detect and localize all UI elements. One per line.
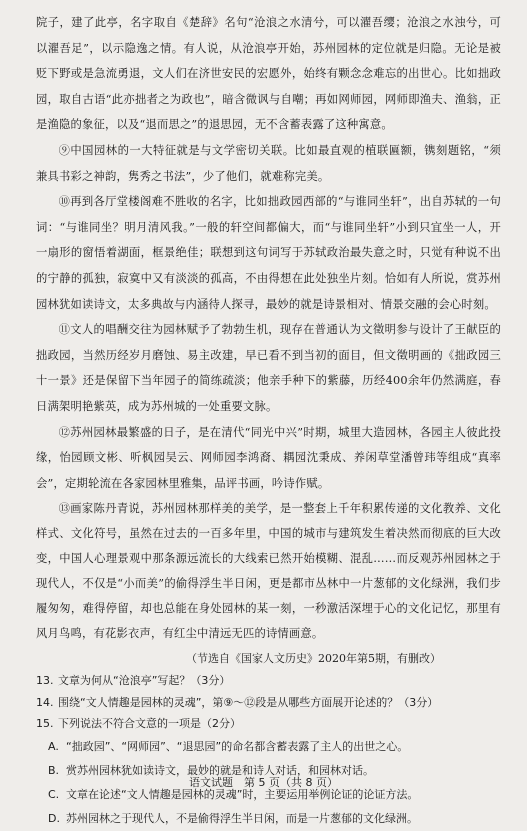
paragraph-8-continued: 院子，建了此亭，名字取自《楚辞》名句“沧浪之水清兮，可以濯吾缨；沧浪之水浊兮，可以濯吾足”，以示隐逸之情。有人说，从沧浪亭开始，苏州园林的定位就是归隐。无论是被贬下野或是急流勇退，文人们在济世安民的宏愿外，始终有颗念念难忘的出世心。比如拙政园，取自古语“此亦拙者之为政也”，暗含微讽与自嘲；再如网师园，网师即渔夫、渔翁，正是渔隐的象征，以及“退而思之”的退思园，无不含蓄表露了这种寓意。 xyxy=(36,16,501,132)
option-text: 苏州园林之于现代人，不是偷得浮生半日闲，而是一片葱郁的文化绿洲。 xyxy=(66,811,418,825)
question-list xyxy=(36,670,501,831)
question-15 xyxy=(36,713,501,735)
page-footer: 语文试题 第 5 页（共 8 页） xyxy=(189,776,338,789)
paragraph-9: ⑨中国园林的一大特征就是与文学密切关联。比如最直观的植联匾额，镌刻题铭，“须兼具书彩之神韵，隽秀之书法”，少了他们，就难称完美。 xyxy=(36,143,501,183)
question-14 xyxy=(36,692,501,714)
paragraph-11: ⑪文人的唱酬交往为园林赋予了勃勃生机，现存在普通认为文徵明参与设计了王献臣的拙政园，当然历经岁月磨蚀、易主改建，早已看不到当初的面目，但文徵明画的《拙政园三十一景》还是保留下当年园子的简练疏淡；他亲手种下的紫藤，历经400余年仍然满庭，春日满架明艳紫英，成为苏州城的一处重要文脉。 xyxy=(36,323,501,413)
question-13 xyxy=(36,670,501,692)
option-text: “拙政园”、“网师园”、“退思园”的命名都含蓄表露了主人的出世之心。 xyxy=(66,739,409,753)
question-number: 13. xyxy=(36,674,54,688)
reading-passage xyxy=(36,10,501,670)
question-number: 15. xyxy=(36,717,54,731)
paragraph-12: ⑫苏州园林最繁盛的日子，是在清代“同光中兴”时期，城里大造园林，各园主人彼此投缘，怡园顾文彬、听枫园吴云、网师园李鸿裔、耦园沈秉成、养闲草堂潘曾玮等组成“真率会”，定期轮流在各家园林里雅集，品评书画，吟诗作赋。 xyxy=(36,425,501,490)
option-letter: B. xyxy=(48,763,60,777)
option-text: 赏苏州园林犹如读诗文，最妙的就是和诗人对话，和园林对话。 xyxy=(66,763,374,777)
question-text: 下列说法不符合文意的一项是（2分） xyxy=(58,717,241,731)
option-d xyxy=(48,807,501,831)
question-number: 14. xyxy=(36,695,54,709)
paragraph-13: ⑬画家陈丹青说，苏州园林那样美的美学，是一整套上千年积累传递的文化教养、文化样式、文化符号，虽然在过去的一百多年里，中国的城市与建筑发生着决然而彻底的巨大改变，中国人心理景观中那条源远流长的大线索已然开始模糊、混乱……而反观苏州园林之于现代人，不仅是“小而美”的偷得浮生半日闲，更是都市丛林中一片葱郁的文化绿洲，我们步履匆匆，难得停留，却也总能在身处园林的某一刻，一秒激活深埋于心的文化记忆，那里有风月鸟鸣，有花影衣声，有红尘中清远无匹的诗情画意。 xyxy=(36,502,501,641)
paragraph-10: ⑩再到各厅堂楼阁难不胜收的名字，比如拙政园西部的“与谁同坐轩”，出自苏轼的一句词：“与谁同坐？明月清风我。”一般的轩空间都偏大，而“与谁同坐轩”小到只宜坐一人，开一扇形的窗悟着湖面，框景绝佳；联想到这句词写于苏轼政治最失意之时，只觉有种说不出的宁静的孤独，寂寞中又有淡淡的孤高，不由得想在此处独坐片刻。恰如有人所说，赏苏州园林犹如读诗文，太多典故与内涵待人探寻，最妙的就是诗景相对、情景交融的会心时刻。 xyxy=(36,195,501,311)
source-citation: （节选自《国家人文历史》2020年第5期，有删改） xyxy=(186,652,441,666)
option-letter: D. xyxy=(48,811,60,825)
option-text: 文章在论述“文人情趣是园林的灵魂”时，主要运用举例论证的论证方法。 xyxy=(66,787,419,801)
option-a xyxy=(48,735,501,759)
option-letter: A. xyxy=(48,739,59,753)
question-text: 围绕“文人情趣是园林的灵魂”，第⑨～⑫段是从哪些方面展开论述的？（3分） xyxy=(58,695,439,709)
option-letter: C. xyxy=(48,787,60,801)
question-text: 文章为何从“沧浪亭”写起？（3分） xyxy=(58,674,231,688)
